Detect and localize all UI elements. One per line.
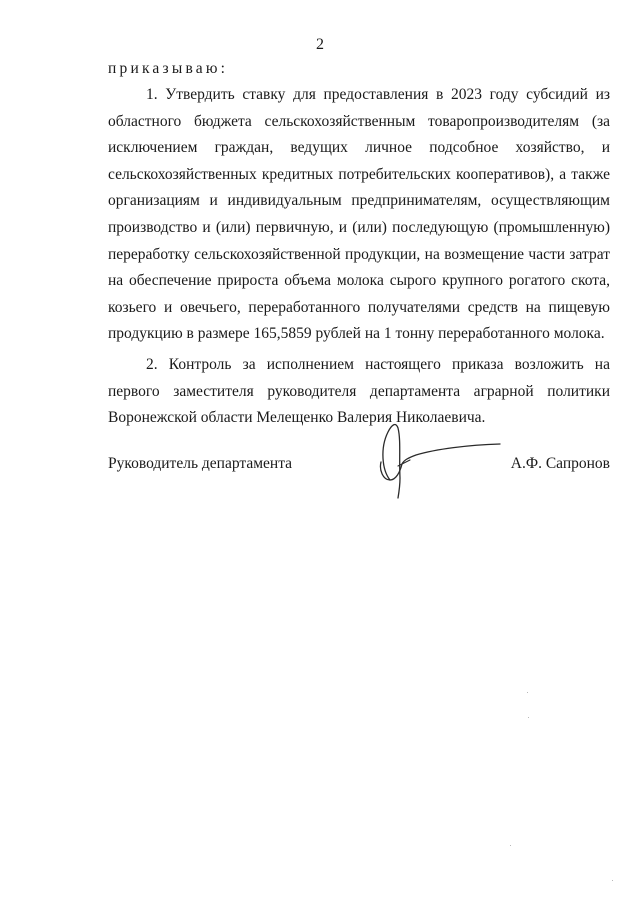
paragraph-control: 2. Контроль за исполнением настоящего приказа возложить на первого заместителя руководителя департамента аграрной политики Воронежской области Мелещенко Валерия Николаевича. xyxy=(108,355,610,427)
scan-speck xyxy=(612,880,613,881)
paragraph-approve-rate: 1. Утвердить ставку для предоставления в 2023 году субсидий из областного бюджета сельскохозяйственным товаропроизводителям (за исключением граждан, ведущих личное подсобное хозяйство, и сельскохозяйственных кредитных потребительских кооперативов), а также организациям и индивидуальным предпринимателям, осуществляющим производство и (или) первичную, и (или) последующую (промышленную) переработку сельскохозяйственной продукции, на возмещение части затрат на обеспечение прироста объема молока сырого крупного рогатого скота, козьего и овечьего, переработанного получателями средств на пищевую продукцию в размере 165,5859 рублей на 1 тонну переработанного молока. xyxy=(108,86,610,343)
order-word: приказываю: xyxy=(108,60,229,77)
page-number: 2 xyxy=(316,36,324,53)
body-text xyxy=(108,82,610,436)
scan-speck xyxy=(527,692,528,693)
scan-speck xyxy=(510,845,511,846)
signer-title: Руководитель департамента xyxy=(108,455,293,472)
signer-name: А.Ф. Сапронов xyxy=(510,455,610,472)
handwritten-signature xyxy=(372,418,504,500)
scan-speck xyxy=(528,717,529,718)
